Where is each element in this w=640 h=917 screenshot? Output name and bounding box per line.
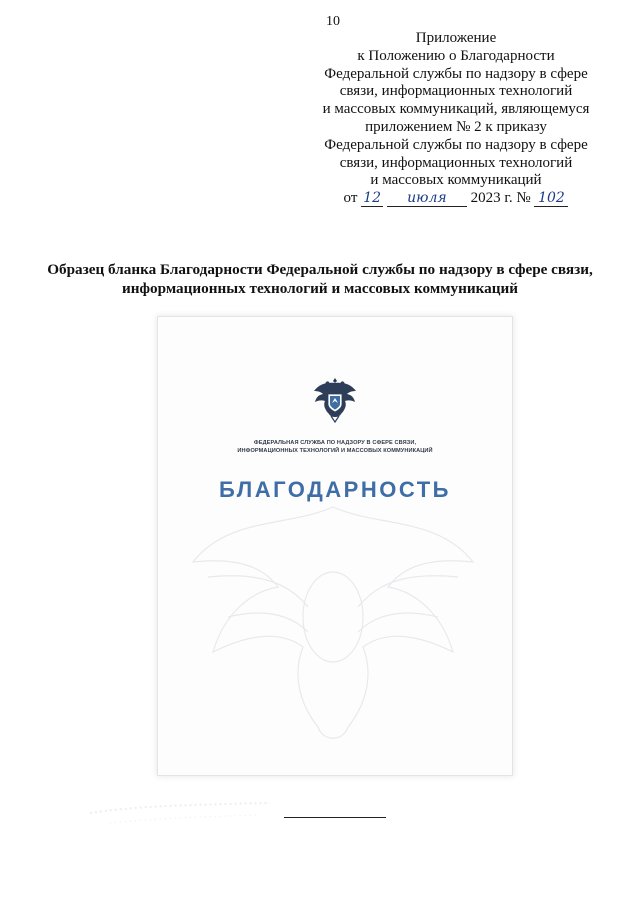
appendix-line: Приложение: [415, 30, 497, 46]
document-title-line-2: информационных технологий и массовых коммуникаций: [122, 280, 518, 297]
double-headed-eagle-emblem-icon: [309, 374, 361, 426]
gratitude-heading: БЛАГОДАРНОСТЬ: [219, 477, 451, 502]
date-year-text: 2023 г. №: [470, 190, 531, 207]
appendix-header: [296, 30, 616, 208]
gratitude-blank-sample: [158, 317, 512, 775]
appendix-line: и массовых коммуникаций: [370, 172, 542, 189]
date-prefix: от: [343, 190, 358, 207]
eagle-watermark-icon: [168, 467, 498, 767]
appendix-line: к Положению о Благодарности: [357, 47, 555, 64]
handwritten-day: 12: [361, 191, 383, 207]
document-title-line-1: Образец бланка Благодарности Федеральной службы по надзору в сфере связи,: [47, 261, 593, 278]
appendix-line: и массовых коммуникаций, являющемуся: [322, 101, 590, 118]
appendix-line: приложением № 2 к приказу: [365, 118, 547, 135]
order-date-line: [296, 190, 616, 208]
appendix-line: Федеральной службы по надзору в сфере: [324, 136, 588, 153]
appendix-line: связи, информационных технологий: [339, 154, 573, 171]
bottom-separator-line: [284, 817, 386, 818]
handwritten-month: июля: [387, 191, 467, 207]
scan-artifact: [80, 793, 280, 833]
agency-name: [158, 440, 512, 455]
appendix-line: Федеральной службы по надзору в сфере: [324, 65, 588, 82]
document-title: [40, 260, 600, 298]
page-number: 10: [326, 14, 340, 29]
handwritten-order-number: 102: [534, 191, 568, 207]
appendix-line: связи, информационных технологий: [339, 83, 573, 100]
agency-name-line-2: ИНФОРМАЦИОННЫХ ТЕХНОЛОГИЙ И МАССОВЫХ КОММУНИКАЦИЙ: [237, 447, 433, 454]
agency-name-line-1: ФЕДЕРАЛЬНАЯ СЛУЖБА ПО НАДЗОРУ В СФЕРЕ СВЯЗИ,: [253, 440, 417, 446]
